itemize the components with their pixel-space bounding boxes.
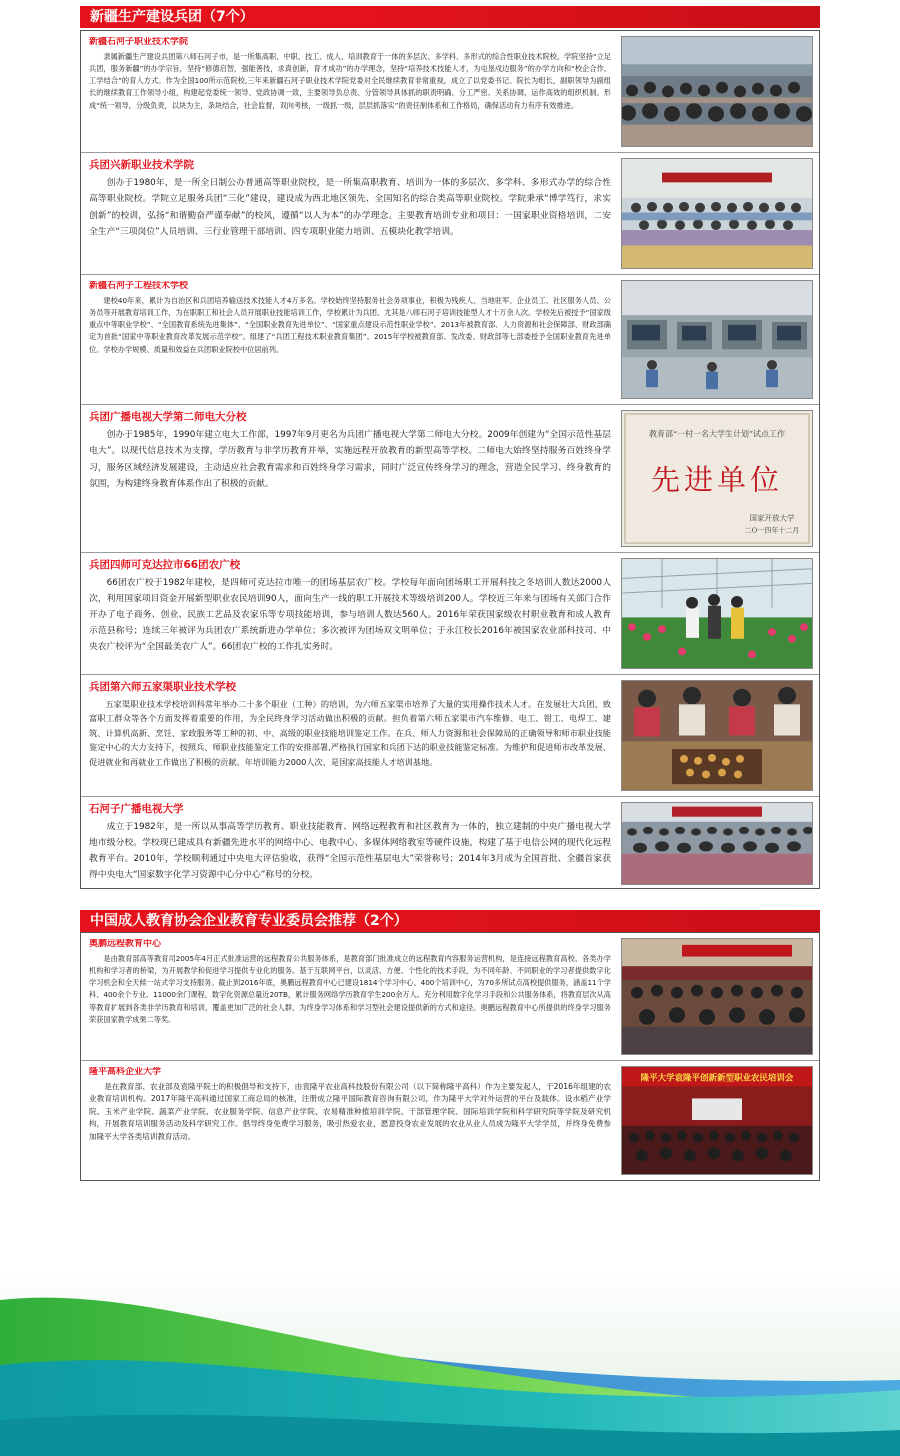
institution-entry: [81, 1061, 819, 1180]
institution-description: 隶属新疆生产建设兵团第八师石河子市，是一所集高职、中职、技工、成人、培训教育于一体的多层次、多学科、多形式的综合性职业技术院校。学院坚持“立足兵团，服务新疆”的办学宗旨，坚持“修德启智，强能善技，求真创新，育才成功”的办学理念，坚持“培养技术技能人才，为屯垦戍边服务”的办学方向和“校企合作、工学结合”的育人方式。作为全国100所示范院校,三年来新疆石河子职业技术学院党委对全民继续教育非常重视，成立了以党委书记、院长为组长，副职领导为副组长的继续教育工作领导小组，构建起党委统一领导、党政协调一致，主要领导负总责、分管领导具体抓的职责明确、分工严密、关系协调、运作高效的组织机制。形成“统一领导，分级负责，以块为主，条块结合，社会监督，双向考核，一级抓一级，层层抓落实”的责任制体系和工作格局，确保活动有力有序有效推进。: [89, 51, 611, 110]
section-panel-bingtuan: [80, 30, 820, 889]
meeting-room-photo: [621, 938, 813, 1055]
institution-entry: [81, 553, 819, 675]
workshop-photo: [621, 280, 813, 399]
institution-description: 成立于1982年，是一所以从事高等学历教育、职业技能教育、网络远程教育和社区教育为一体的，独立建制的中央广播电视大学地市级分校。学校现已建成具有新疆先进水平的网络中心、电教中心、多媒体网络教室等硬件设施，构建了基于电信公网的现代化远程教育平台。2010年，学校顺利通过中央电大评估验收，获得“全国示范性基层电大”荣誉称号；2014年3月成为全国首批、全疆首家获得中央电大“国家数字化学习资源中心分中心”称号的分校。: [89, 821, 611, 880]
auditorium-banner-photo: [621, 1066, 813, 1175]
plaque-top-line: 教育部“一村一名大学生计划”试点工作: [648, 429, 786, 439]
institution-title: 新疆石河子职业技术学院: [89, 37, 189, 47]
institution-description: 是由教育部高等教育司2005年4月正式批准运营的远程教育公共服务体系，是教育部门批准成立的远程教育内容服务运营机构，是连接远程教育高校、各类办学机构和学习者的桥梁，为开展教学和促进学习提供专业化的服务。基于互联网平台，以灵活、方便、个性化的技术手段，为不同年龄、不同职业的学习者提供数字化学习机会和全天候一站式学习支持服务。截止到2016年底，奥鹏远程教育中心已建设1814个学习中心、400个培训中心，为70多所试点高校提供服务，涵盖11个学科、400余个专业、11000余门课程，数字化资源总量近20TB，累计服务网络学历教育学生200余万人。充分利用数字化学习手段和公共服务体系，将教育层次从高等教育扩展到各类非学历教育和培训，覆盖更加广泛的社会人群，为终身学习体系和学习型社会建设提供新的方式和途径。奥鹏远程教育中心所提供的终身学习服务荣获国家教学成果二等奖。: [89, 953, 611, 1024]
section-heading-association: 中国成人教育协会企业教育专业委员会推荐（2个）: [80, 910, 820, 932]
lecture-hall-photo: [621, 802, 813, 885]
auditorium-banner-text: 隆平大学袁隆平创新新型职业农民培训会: [640, 1072, 794, 1083]
section-heading-bingtuan: 新疆生产建设兵团（7个）: [80, 6, 820, 28]
greenhouse-photo: [621, 558, 813, 669]
institution-entry: [81, 933, 819, 1061]
institution-description: 创办于1985年，1990年建立电大工作部，1997年9月更名为兵团广播电视大学第二师电大分校。2009年创建为“全国示范性基层电大”。以现代信息技术为支撑，学历教育与非学历教育并举，实施远程开放教育的新型高等学校。二师电大始终坚持服务百姓终身学习，服务区域经济发展建设，主动适应社会教育需求和百姓终身学习需求，同时广泛宣传终身学习的理念，营造全民学习、终身教育的氛围，为构建终身教育体系作出了积极的贡献。: [89, 429, 611, 490]
institution-entry: [81, 405, 819, 553]
section-panel-association: [80, 932, 820, 1181]
institution-title: 隆平高科企业大学: [89, 1067, 162, 1077]
institution-description: 66团农广校于1982年建校，是四师可克达拉市唯一的团场基层农广校。学校每年面向团场职工开展科技之冬培训人数达2000人次，利用国家项目资金开展新型职业农民培训90人，面向生产一线的职工开展技术等级培训200人。学校近三年来与团场有关部门合作开办了电子商务、创业、民族工艺品及农家乐等专项技能培训，参与培训人数达560人。2016年荣获国家级农村职业教育和成人教育示范县称号；连续三年被评为兵团农广系统新进办学单位；多次被评为团场双文明单位；于永江校长2016年被国家农业部科技司、中央农广校评为“全国最美农广人”。66团农广校的工作扎实务时。: [89, 577, 611, 652]
institution-entry: [81, 153, 819, 275]
institution-entry: [81, 31, 819, 153]
institution-title: 兵团兴新职业技术学院: [89, 159, 194, 171]
plaque-title: 先进单位: [651, 462, 783, 497]
institution-entry: [81, 675, 819, 797]
institution-entry: [81, 275, 819, 405]
institution-title: 新疆石河子工程技术学校: [89, 281, 189, 291]
institution-title: 石河子广播电视大学: [89, 803, 184, 815]
bottom-wave-decoration: [0, 1270, 900, 1456]
institution-title: 兵团四师可克达拉市66团农广校: [89, 559, 241, 571]
institution-description: 建校40年来，累计为自治区和兵团培养输送技术技能人才4万多名。学校始终坚持服务社会务项事业，积极为残疾人、当地驻军、企业员工、社区服务人员、公务员等开展教育培训工作，为在职职工和社会人员开展职业技能培训工作，学校累计为兵团、尤其是八师石河子培训技能型人才十万余人次。学校先后被授予“国家级重点中等职业学校”、“全国教育系统先进集体”、“全国职业教育先进单位”、“国家重点建设示范性职业学校”。2013年被教育部、人力资源和社会保障部、财政部确定为首批“国家中等职业教育改革发展示范学校”。组建了“兵团工程技术职业教育集团”。2015年学校被教育部、发改委、财政部等七部委授予全国职业教育先进单位。学校办学规模、质量和效益在兵团职业院校中位居前列。: [89, 295, 611, 354]
institution-description: 是在教育部、农业部及袁隆平院士的积极倡导和支持下，由袁隆平农业高科技股份有限公司（以下简称隆平高科）作为主要发起人，于2016年组建的农业教育培训机构。2017年隆平高科通过国家工商总局的核准，注册成立隆平国际教育咨询有限公司，作为隆平大学对外运营的平台及载体。设水稻产业学院、玉米产业学院、蔬菜产业学院、农业服务学院、信息产业学院、农易精准种植培训学院、干部管理学院、国际培训学院和科学研究院等学院及研究机构，开展教育培训服务活动及科学研究工作。倡导终身免费学习服务，吸引热爱农业，愿意投身农业发展的农业从业人员成为隆平大学学员，并终身免费参加隆平大学各类培训教育活动。: [89, 1081, 611, 1142]
institution-description: 创办于1980年，是一所全日制公办普通高等职业院校，是一所集高职教育、培训为一体的多层次、多学科、多形式办学的综合性高等职业院校。学院立足服务兵团“三化”建设，建设成为西北地区领先、全国知名的综合类高等职业院校。学院秉承“博学笃行，求实创新”的校训，弘扬“和谐勤奋严谨奉献”的校风，遵循“以人为本”的办学理念。主要教育培训专业和项目：一国家职业资格培训，二安全生产“三项岗位”人员培训、三行业管理干部培训、四专项职业能力培训、五模块化教学培训。: [89, 177, 611, 238]
institution-description: 五家渠职业技术学校培训科常年举办二十多个职业（工种）的培训，为六师五家渠市培养了大量的实用操作技术人才。在发展壮大兵团、致富职工群众等各个方面发挥着重要的作用，为全民终身学习活动做出积极的贡献。担负着第六师五家渠市汽车维修、电工、钳工、电焊工、建筑、计算机高新、烹饪、家政服务等工种的初、中、高级的职业技能培训鉴定工作。在兵、师人力资源和社会保障局的正确领导和师市职业技能鉴定中心的大力支持下，按照兵、师职业技能鉴定工作的安排部署,严格执行国家和兵团下达的职业技能鉴定标准。为维护和促进师市改革发展、促进就业和再就业工作做出了积极的贡献。年培训能力2000人次、是国家高技能人才培训基地。: [89, 698, 611, 768]
graduation-hall-photo: [621, 36, 813, 147]
cooking-class-photo: [621, 680, 813, 791]
institution-title: 兵团广播电视大学第二师电大分校: [89, 411, 247, 423]
plaque-date: 二O一四年十二月: [744, 526, 800, 535]
award-plaque: [621, 410, 813, 547]
plaque-issuer: 国家开放大学: [749, 513, 795, 523]
institution-title: 奥鹏远程教育中心: [89, 939, 162, 949]
group-photo: [621, 158, 813, 269]
institution-entry: [81, 797, 819, 890]
institution-title: 兵团第六师五家渠职业技术学校: [89, 681, 236, 693]
